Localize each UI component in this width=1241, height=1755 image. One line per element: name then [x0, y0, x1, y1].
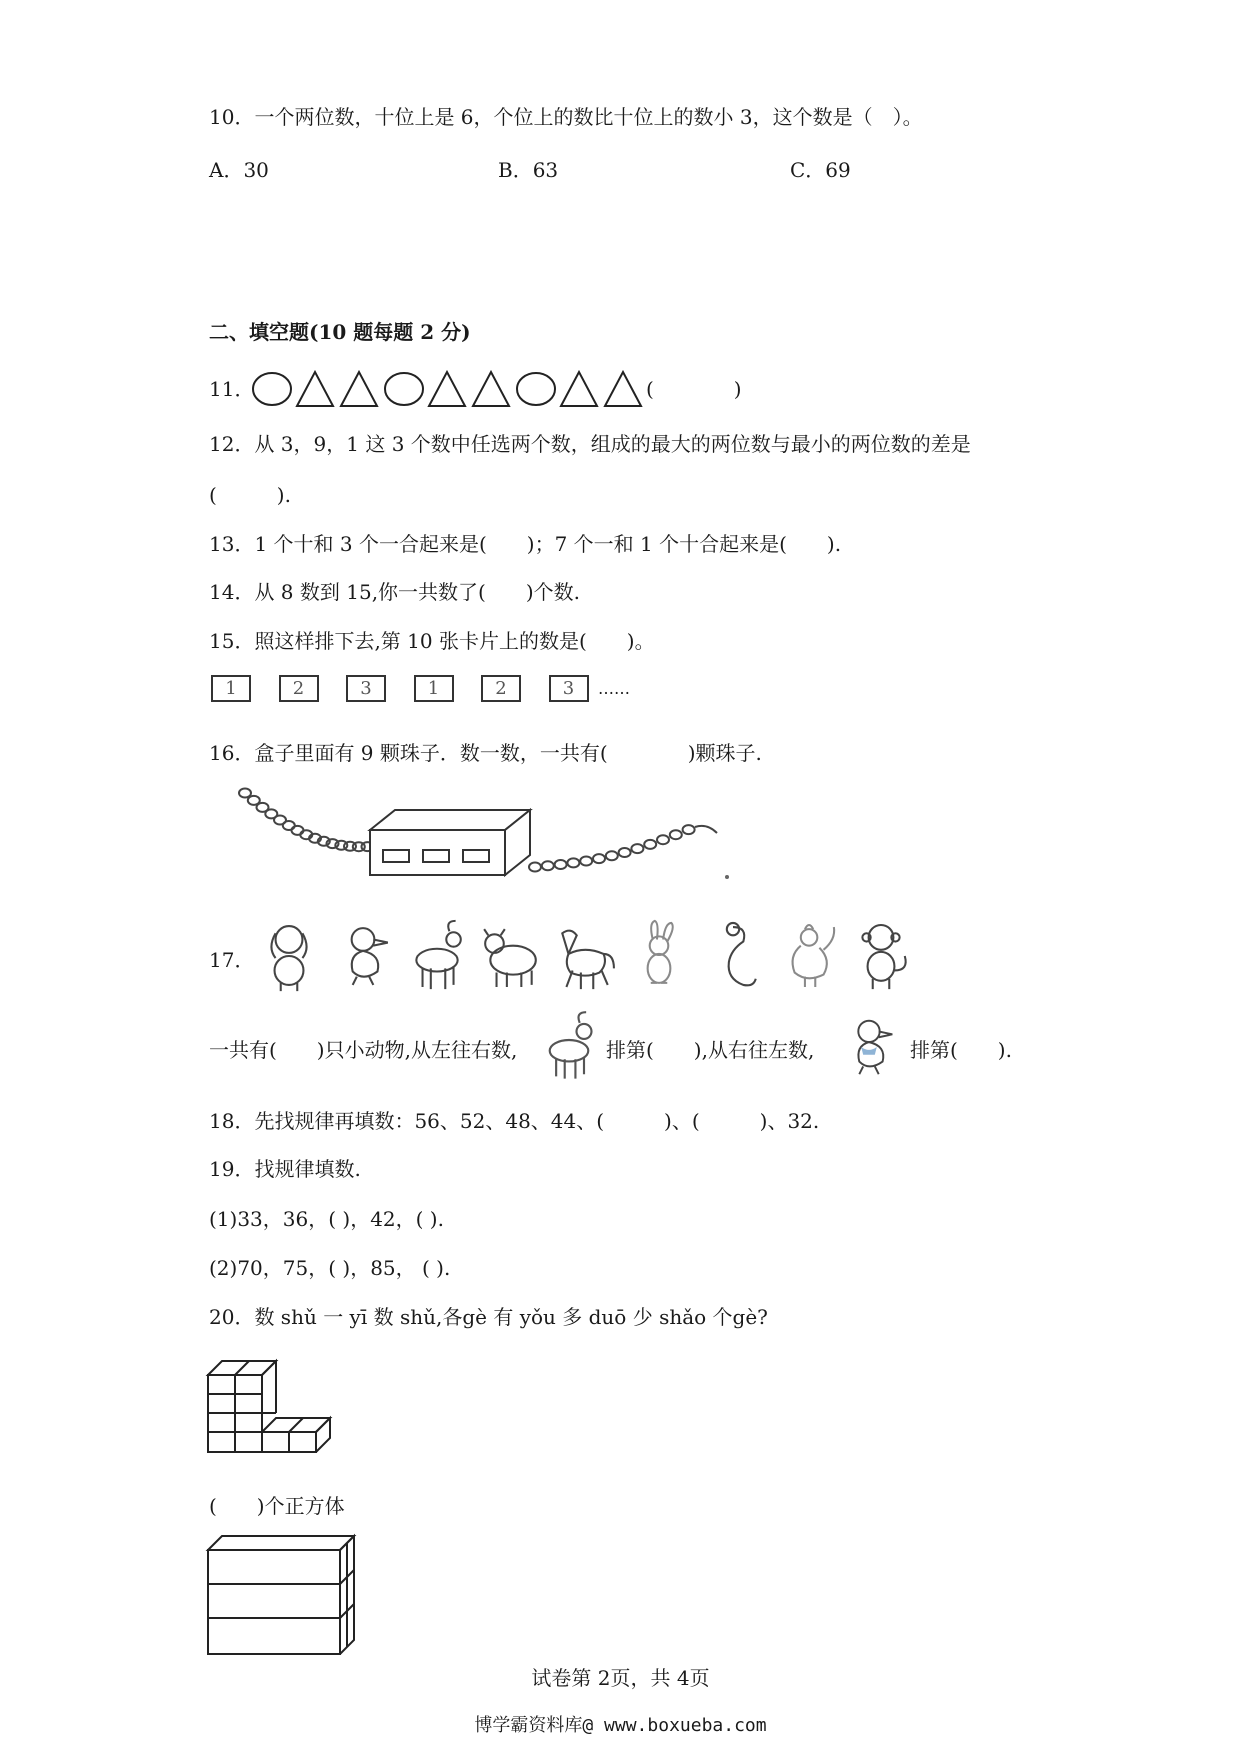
- bead-chain-box-illustration: [225, 785, 725, 885]
- triangle-shape: [297, 372, 333, 406]
- question-13: 13．1 个十和 3 个一合起来是( )；7 个一和 1 个十合起来是( ).: [209, 532, 842, 556]
- goat-icon: [406, 918, 468, 994]
- bead: [644, 840, 656, 849]
- monkey-icon: [850, 918, 912, 994]
- question-17-part1: 一共有( )只小动物,从左往右数,: [209, 1038, 518, 1062]
- bead: [593, 854, 605, 863]
- question-19-title: 19．找规律填数.: [209, 1157, 361, 1181]
- bead: [580, 857, 592, 866]
- chain-end: [695, 826, 717, 833]
- question-11-blank: ( ): [646, 377, 742, 401]
- option-b: B．63: [498, 158, 559, 182]
- shape-sequence: [252, 371, 652, 411]
- triangle-shape: [473, 372, 509, 406]
- site-watermark: 博学霸资料库@ www.boxueba.com: [474, 1715, 767, 1736]
- question-11-number: 11．: [209, 377, 255, 401]
- number-card: 1: [211, 675, 251, 702]
- number-card: 3: [549, 675, 589, 702]
- cube-stack-figure-1: [206, 1355, 336, 1455]
- circle-shape: [385, 373, 423, 405]
- question-19-part1: (1)33，36，( )，42，( ).: [209, 1207, 444, 1231]
- bead: [657, 835, 669, 844]
- rabbit-icon: [628, 918, 690, 994]
- rooster-icon: [776, 918, 838, 994]
- page-footer: 试卷第 2页，共 4页: [531, 1666, 710, 1690]
- number-card: 3: [346, 675, 386, 702]
- question-12: 12．从 3，9，1 这 3 个数中任选两个数，组成的最大的两位数与最小的两位数的差是: [209, 432, 971, 456]
- question-19-part2: (2)70，75，( )，85， ( ).: [209, 1256, 451, 1280]
- triangle-shape: [429, 372, 465, 406]
- question-18: 18．先找规律再填数：56、52、48、44、( )、( )、32.: [209, 1109, 820, 1133]
- bead: [606, 851, 618, 860]
- horse-icon: [554, 918, 616, 994]
- cow-icon: [480, 918, 542, 994]
- snake-icon: [702, 918, 764, 994]
- question-10: 10．一个两位数，十位上是 6，个位上的数比十位上的数小 3，这个数是（ ）。: [209, 105, 923, 129]
- number-card: 1: [414, 675, 454, 702]
- cards-ellipsis: ……: [598, 679, 630, 698]
- question-15: 15．照这样排下去,第 10 张卡片上的数是( )。: [209, 629, 655, 653]
- circle-shape: [517, 373, 555, 405]
- question-17-number: 17．: [209, 948, 255, 972]
- goat-icon: [535, 1010, 603, 1085]
- number-card: 2: [481, 675, 521, 702]
- bead: [529, 863, 541, 872]
- question-17-part2: 排第( ),从右往左数,: [606, 1038, 815, 1062]
- triangle-shape: [605, 372, 641, 406]
- bead: [292, 826, 304, 835]
- duck-icon: [838, 1012, 900, 1080]
- duck-icon: [332, 918, 394, 994]
- option-a: A．30: [209, 158, 269, 182]
- question-16: 16．盒子里面有 9 颗珠子．数一数，一共有( )颗珠子.: [209, 741, 762, 765]
- cube-stack-figure-2: [206, 1530, 366, 1660]
- option-c: C．69: [790, 158, 851, 182]
- question-14: 14．从 8 数到 15,你一共数了( )个数.: [209, 580, 581, 604]
- bead: [631, 844, 643, 853]
- bead: [670, 830, 682, 839]
- question-20-title: 20．数 shǔ 一 yī 数 shǔ,各gè 有 yǒu 多 duō 少 shǎo 个gè?: [209, 1305, 768, 1329]
- circle-shape: [253, 373, 291, 405]
- bead: [683, 825, 695, 834]
- dog-icon: [258, 918, 320, 994]
- bead: [555, 860, 567, 869]
- question-20-answer: ( )个正方体: [209, 1494, 345, 1518]
- triangle-shape: [561, 372, 597, 406]
- question-12-blank: ( ).: [209, 483, 291, 507]
- bead: [239, 789, 251, 798]
- section-title: 二、填空题(10 题每题 2 分): [209, 320, 471, 344]
- question-17-part3: 排第( ).: [910, 1038, 1012, 1062]
- bead: [567, 858, 579, 867]
- bead: [619, 848, 631, 857]
- number-card: 2: [279, 675, 319, 702]
- triangle-shape: [341, 372, 377, 406]
- bead: [542, 861, 554, 870]
